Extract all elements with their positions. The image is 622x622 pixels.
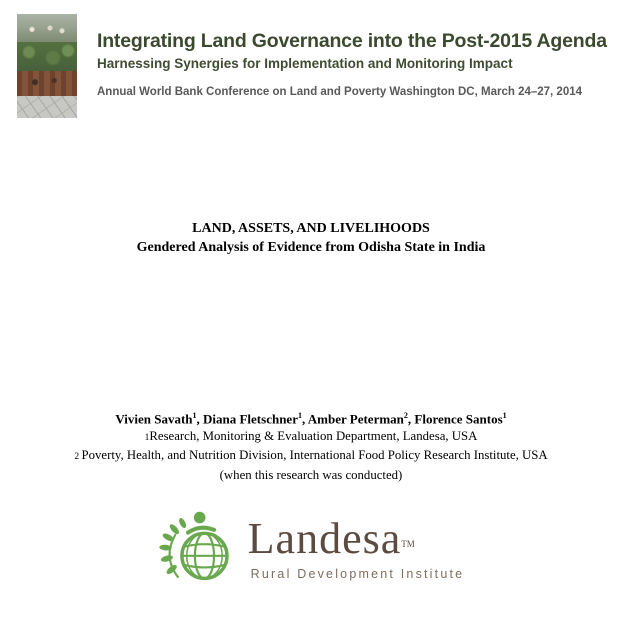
authors-block [0, 407, 622, 484]
affiliation-line [0, 447, 622, 467]
landesa-globe-icon [158, 505, 240, 593]
photo-green-trees [17, 42, 77, 71]
trademark-symbol: TM [401, 539, 415, 549]
author-separator: , [196, 411, 203, 427]
landesa-wordmark [247, 514, 415, 566]
paper-title-line2: Gendered Analysis of Evidence from Odisha State in India [136, 240, 486, 255]
affiliation-line [0, 428, 622, 448]
landesa-logo [0, 505, 622, 593]
paper-title-block [0, 219, 622, 257]
author-separator: , [301, 411, 308, 427]
conference-details: Annual World Bank Conference on Land and Poverty Washington DC, March 24–27, 2014 [97, 86, 583, 98]
author-affiliation-mark: 2 [403, 411, 408, 420]
photo-hillside-village [17, 14, 77, 42]
affiliation-note: (when this research was conducted) [219, 467, 403, 482]
author-name: Vivien Savath [115, 411, 193, 427]
author-affiliation-mark: 1 [297, 411, 302, 420]
author-separator: , [407, 411, 415, 427]
author-name: Florence Santos [414, 411, 503, 427]
conference-banner [17, 14, 607, 118]
author-name: Amber Peterman [307, 411, 404, 427]
conference-title: Integrating Land Governance into the Post-2015 Agenda [97, 30, 607, 52]
landesa-logo-text [247, 514, 465, 581]
conference-subtitle: Harnessing Synergies for Implementation and Monitoring Impact [97, 56, 513, 71]
photo-cadastral-map [17, 96, 77, 118]
affiliation-text: Research, Monitoring & Evaluation Department, Landesa, USA [149, 428, 478, 443]
paper-title-line1: LAND, ASSETS, AND LIVELIHOODS [192, 221, 430, 236]
affiliation-text: Poverty, Health, and Nutrition Division, International Food Policy Research Institute, USA [81, 448, 548, 463]
author-line [0, 407, 622, 428]
landesa-tagline: Rural Development Institute [250, 567, 465, 581]
affiliation-marker: 2 [74, 452, 82, 463]
photo-field-workers [17, 71, 77, 96]
author-affiliation-mark: 1 [502, 411, 507, 420]
affiliation-marker: 1 [144, 432, 150, 443]
author-affiliation-mark: 1 [192, 411, 197, 420]
author-name: Diana Fletschner [203, 411, 298, 427]
land-photo-collage [17, 14, 77, 118]
landesa-wordmark-text: Landesa [247, 514, 402, 563]
banner-text [97, 14, 607, 118]
